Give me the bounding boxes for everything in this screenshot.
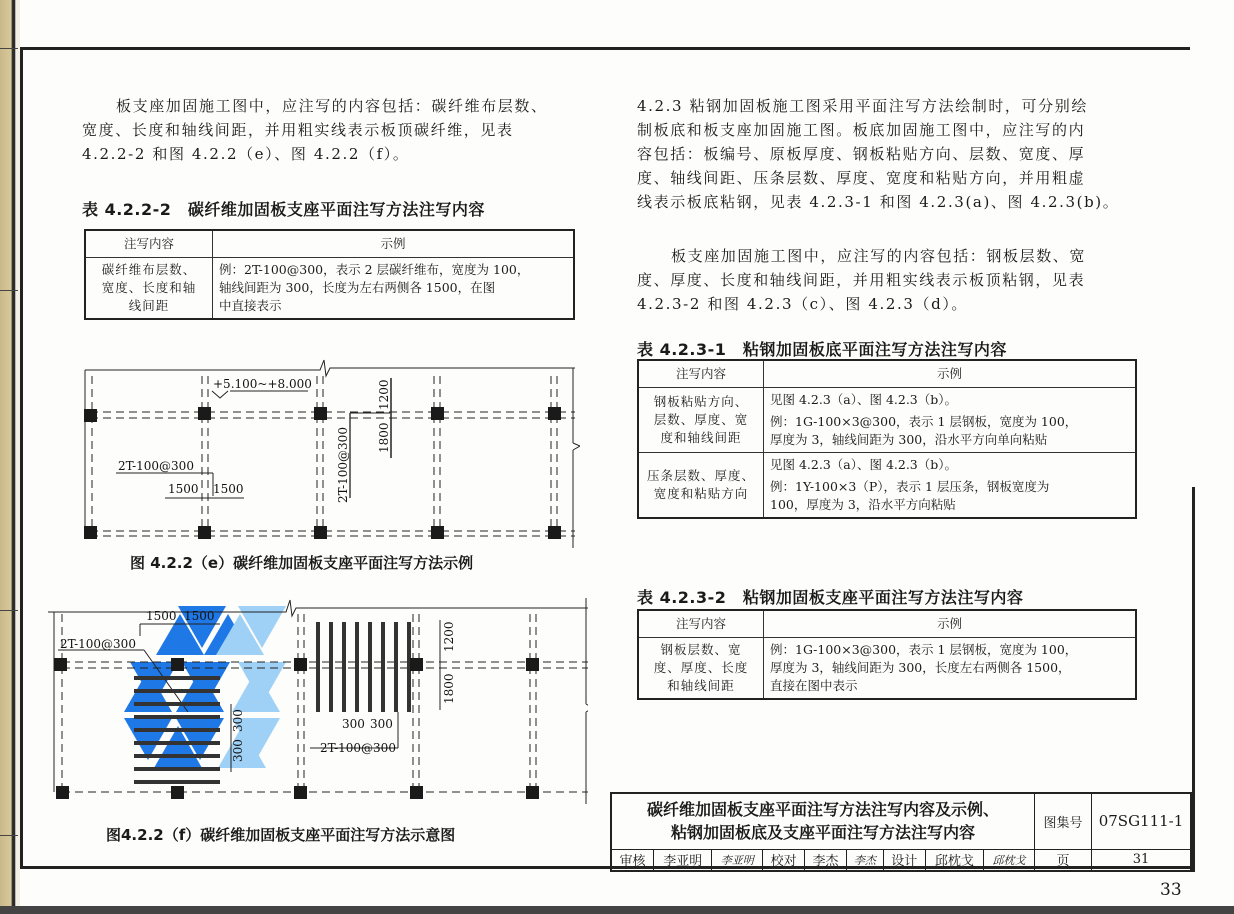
intro-paragraph [82,94,602,166]
reviewer-signature: 李亚明 [712,849,763,871]
table-4-2-3-2-title: 表 4.2.3-2 粘钢加固板支座平面注写方法注写内容 [637,588,1024,607]
spec-label: 2T-100@300 [60,637,136,651]
length-label: 1500 [213,482,244,496]
paragraph-line: 板支座加固施工图中，应注写的内容包括：钢板层数、宽 [671,247,1087,265]
spine-divider [0,835,18,836]
example-cell [764,388,1137,453]
paragraph-line: 宽度、长度和轴线间距，并用粗实线表示板顶碳纤维，见表 [82,121,514,139]
length-label: 1800 [442,673,456,704]
item-cell [638,638,764,700]
support-paragraph [637,244,1147,316]
cell-line: 例：1G-100×3@300，表示 1 层钢板，宽度为 100， [770,642,1078,657]
paragraph-line: 制板底和板支座加固施工图。板底加固施工图中，应注写的内 [637,121,1086,139]
reviewer-name: 李亚明 [654,849,712,871]
length-label: 1200 [442,621,456,652]
cell-line: 100，厚度为 3，沿水平方向粘贴 [770,497,956,512]
table-header-row [638,610,1136,638]
table-4-2-2-2-title: 表 4.2.2-2 碳纤维加固板支座平面注写方法注写内容 [82,200,485,219]
spacing-label: 300 [342,717,365,731]
spec-label: 2T-100@300 [320,741,396,755]
table-4-2-3-1 [637,359,1137,519]
spec-label: 2T-100@300 [118,459,194,473]
checker-signature: 李杰 [846,849,883,871]
figure-reference: 见图 4.2.3（a）、图 4.2.3（b）。 [770,392,958,407]
cell-line: 中直接表示 [219,298,282,313]
table-row [638,453,1136,519]
paragraph-line: 度、厚度、长度和轴线间距，并用粗实线表示板顶粘钢，见表 [637,271,1086,289]
designer-name: 邱枕戈 [925,849,983,871]
table-header-row [638,360,1136,388]
drawing-title-line: 碳纤维加固板支座平面注写方法注写内容及示例、 [646,800,999,820]
header-cell: 注写内容 [85,230,213,258]
drawing-title-line: 粘钢加固板底及支座平面注写方法注写内容 [670,823,975,843]
spacing-label: 300 [370,717,393,731]
book-spine [0,0,20,914]
header-cell: 示例 [764,360,1137,388]
cell-line: 层数、厚度、宽 [653,412,749,427]
atlas-label: 图集号 [1035,793,1092,849]
figure-e-caption: 图 4.2.2（e）碳纤维加固板支座平面注写方法示例 [130,554,474,572]
section-4-2-3-paragraph [637,94,1147,214]
cell-line: 和轴线间距 [667,678,735,693]
design-label: 设计 [883,849,925,871]
spine-divider [0,290,18,291]
drawing-page-number: 31 [1092,849,1192,871]
cell-line: 碳纤维布层数、 [101,262,197,277]
header-cell: 示例 [213,230,575,258]
cell-line: 宽度、长度和轴 [101,280,197,295]
cell-line: 线间距 [128,298,170,313]
cell-line: 厚度为 3，轴线间距为 300，长度左右两侧各 1500， [770,660,1071,675]
elevation-label: +5.100~+8.000 [213,377,312,391]
spacing-label: 300 [231,709,245,732]
review-label: 审核 [611,849,654,871]
header-cell: 注写内容 [638,360,764,388]
paragraph-line: 4.2.3 粘钢加固板施工图采用平面注写方法绘制时，可分别绘 [637,97,1088,115]
example-cell [764,638,1137,700]
cell-line: 宽度和粘贴方向 [653,486,749,501]
check-label: 校对 [763,849,805,871]
paragraph-line: 4.2.3-2 和图 4.2.3（c）、图 4.2.3（d）。 [637,295,969,313]
cell-line: 厚度为 3，轴线间距为 300，沿水平方向单向粘贴 [770,432,1048,447]
cell-line: 例：1G-100×3@300，表示 1 层钢板，宽度为 100， [770,414,1078,429]
example-cell [764,453,1137,519]
paragraph-line: 板支座加固施工图中，应注写的内容包括：碳纤维布层数、 [116,97,548,115]
figure-f-caption: 图4.2.2（f）碳纤维加固板支座平面注写方法示意图 [106,826,456,844]
title-block [610,792,1192,872]
table-4-2-3-1-title: 表 4.2.3-1 粘钢加固板底平面注写方法注写内容 [637,340,1007,359]
cell-line: 钢板粘贴方向、 [653,394,749,409]
frame-right-border [1192,487,1195,872]
item-cell [638,388,764,453]
item-cell [638,453,764,519]
paragraph-line: 4.2.2-2 和图 4.2.2（e）、图 4.2.2（f）。 [82,145,410,163]
book-page-number: 33 [1160,880,1182,900]
table-4-2-3-2 [637,609,1137,700]
paragraph-line: 度、轴线间距、压条层数、厚度、宽度和粘贴方向，并用粗虚 [637,169,1086,187]
length-label: 1500 [146,609,177,623]
item-cell [85,258,213,320]
cfrp-strips-horizontal [134,676,220,784]
drawing-title [611,793,1035,849]
cell-line: 度、厚度、长度 [653,660,749,675]
designer-signature: 邱枕戈 [984,849,1035,871]
cell-line: 轴线间距为 300，长度为左右两侧各 1500，在图 [219,280,496,295]
figure-4-2-2-f-plan [48,592,588,804]
paragraph-line: 线表示板底粘钢，见表 4.2.3-1 和图 4.2.3(a)、图 4.2.3(b)。 [637,193,1120,211]
page-bottom-edge [0,906,1234,914]
spine-divider [0,48,18,49]
figure-4-2-2-e-plan [80,358,580,548]
cfrp-strips-vertical [316,622,411,712]
table-header-row [85,230,574,258]
cell-line: 压条层数、厚度、 [646,468,755,483]
cell-line: 度和轴线间距 [660,430,742,445]
cell-line: 钢板层数、宽 [660,642,742,657]
header-cell: 示例 [764,610,1137,638]
table-row [638,388,1136,453]
spacing-label: 300 [231,739,245,762]
length-label: 1500 [184,609,215,623]
table-row [85,258,574,320]
length-label: 1200 [377,379,391,410]
checker-name: 李杰 [805,849,847,871]
paragraph-line: 容包括：板编号、原板厚度、钢板粘贴方向、层数、宽度、厚 [637,145,1086,163]
figure-reference: 见图 4.2.3（a）、图 4.2.3（b）。 [770,457,958,472]
length-label: 1500 [168,482,199,496]
cell-line: 例：1Y-100×3（P），表示 1 层压条，钢板宽度为 [770,479,1050,494]
table-row [638,638,1136,700]
spine-divider [0,610,18,611]
example-cell [213,258,575,320]
cell-line: 例：2T-100@300，表示 2 层碳纤维布，宽度为 100， [219,262,530,277]
spec-label-vertical: 2T-100@300 [336,427,350,503]
length-label: 1800 [377,422,391,453]
page-label: 页 [1035,849,1092,871]
header-cell: 注写内容 [638,610,764,638]
atlas-number: 07SG111-1 [1092,793,1192,849]
cell-line: 直接在图中表示 [770,678,858,693]
table-4-2-2-2 [84,229,575,320]
